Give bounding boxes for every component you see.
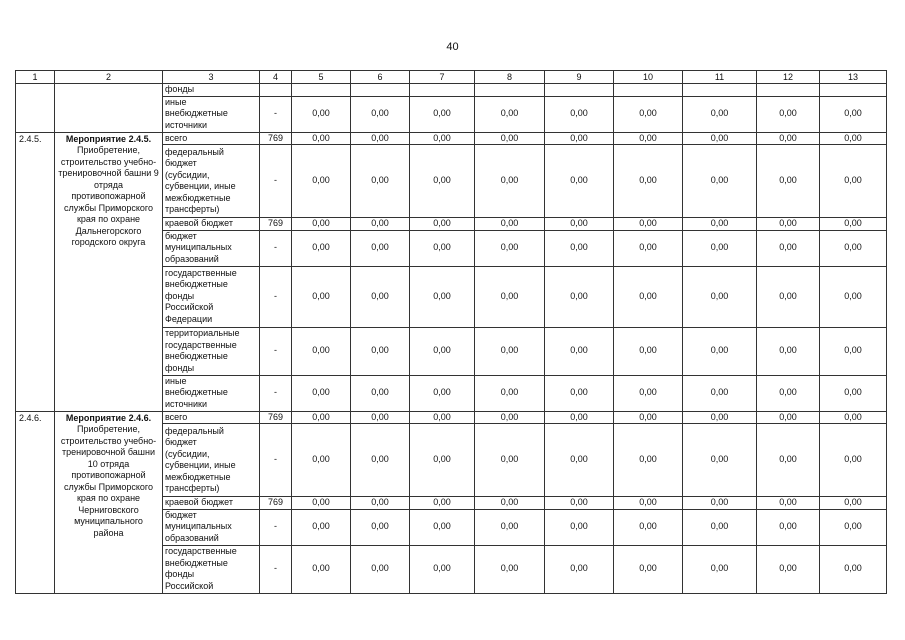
funding-source-line: источники — [165, 119, 208, 130]
value-cell: 0,00 — [292, 230, 351, 266]
funding-source-line: всего — [165, 411, 188, 422]
funding-source — [163, 375, 260, 411]
value-cell: 0,00 — [757, 509, 820, 545]
value-cell: 0,00 — [410, 145, 475, 218]
value-cell: 0,00 — [820, 375, 887, 411]
value-cell — [475, 84, 545, 97]
funding-source — [163, 96, 260, 132]
funding-source-line: всего — [165, 132, 188, 143]
code-cell: - — [260, 509, 292, 545]
value-cell: 0,00 — [545, 411, 614, 424]
funding-source-line: федеральный — [165, 425, 224, 436]
funding-source — [163, 230, 260, 266]
value-cell: 0,00 — [683, 424, 757, 497]
header-cell: 4 — [260, 71, 292, 84]
budget-table — [15, 70, 887, 594]
value-cell: 0,00 — [292, 218, 351, 231]
funding-source-line: бюджет — [165, 509, 197, 520]
item-title: Мероприятие 2.4.5. — [65, 133, 152, 144]
code-cell — [260, 84, 292, 97]
value-cell: 0,00 — [410, 132, 475, 145]
code-cell: 769 — [260, 497, 292, 510]
value-cell: 0,00 — [410, 230, 475, 266]
value-cell — [614, 84, 683, 97]
funding-source-line: образований — [165, 253, 219, 264]
header-cell: 8 — [475, 71, 545, 84]
value-cell — [545, 84, 614, 97]
value-cell: 0,00 — [475, 424, 545, 497]
funding-source-line: субвенции, иные — [165, 181, 236, 191]
funding-source-line: источники — [165, 398, 208, 409]
header-cell: 3 — [163, 71, 260, 84]
value-cell: 0,00 — [351, 497, 410, 510]
value-cell: 0,00 — [292, 145, 351, 218]
funding-source-line: иные — [165, 375, 187, 386]
code-cell: - — [260, 230, 292, 266]
funding-source-line: образований — [165, 532, 219, 543]
value-cell: 0,00 — [545, 327, 614, 375]
funding-source-line: фонды — [165, 84, 195, 94]
funding-source — [163, 424, 260, 497]
funding-source-line: государственные — [165, 339, 237, 350]
value-cell: 0,00 — [614, 327, 683, 375]
value-cell — [292, 84, 351, 97]
value-cell: 0,00 — [683, 375, 757, 411]
value-cell: 0,00 — [292, 132, 351, 145]
funding-source-line: (субсидии, — [165, 448, 210, 459]
funding-source-line: Федерации — [165, 313, 213, 324]
value-cell: 0,00 — [475, 266, 545, 327]
value-cell: 0,00 — [351, 266, 410, 327]
value-cell: 0,00 — [757, 230, 820, 266]
item-description: Приобретение, строительство учебно-тренировочной башни 10 отряда противопожарной службы Приморского края по охране Черниговского муниципального района — [60, 424, 157, 538]
code-cell: - — [260, 327, 292, 375]
funding-source-line: государственные — [165, 546, 237, 556]
value-cell: 0,00 — [757, 132, 820, 145]
value-cell: 0,00 — [475, 327, 545, 375]
value-cell: 0,00 — [683, 545, 757, 593]
funding-source-line: краевой бюджет — [165, 218, 233, 228]
code-cell: - — [260, 375, 292, 411]
funding-source-line: государственные — [165, 267, 237, 278]
funding-source — [163, 327, 260, 375]
code-cell: 769 — [260, 411, 292, 424]
value-cell — [410, 84, 475, 97]
value-cell: 0,00 — [410, 411, 475, 424]
item-title: Мероприятие 2.4.6. — [65, 412, 152, 423]
funding-source-line: муниципальных — [165, 521, 232, 532]
value-cell: 0,00 — [292, 327, 351, 375]
header-cell: 1 — [16, 71, 55, 84]
table-row — [16, 132, 887, 145]
value-cell: 0,00 — [614, 218, 683, 231]
value-cell: 0,00 — [292, 424, 351, 497]
value-cell: 0,00 — [820, 424, 887, 497]
value-cell: 0,00 — [292, 509, 351, 545]
funding-source-line: внебюджетные — [165, 279, 228, 290]
value-cell: 0,00 — [757, 375, 820, 411]
page-number: 40 — [446, 41, 459, 53]
code-cell: - — [260, 266, 292, 327]
value-cell: 0,00 — [410, 497, 475, 510]
item-number: 2.4.6. — [16, 411, 55, 593]
value-cell: 0,00 — [545, 424, 614, 497]
funding-source — [163, 132, 260, 145]
value-cell: 0,00 — [683, 132, 757, 145]
value-cell: 0,00 — [614, 411, 683, 424]
header-cell: 6 — [351, 71, 410, 84]
value-cell — [683, 84, 757, 97]
value-cell: 0,00 — [545, 266, 614, 327]
funding-source-line: иные — [165, 96, 187, 107]
table-row — [16, 84, 887, 97]
value-cell: 0,00 — [545, 145, 614, 218]
funding-source-line: трансферты) — [165, 204, 220, 214]
value-cell: 0,00 — [292, 96, 351, 132]
value-cell: 0,00 — [351, 96, 410, 132]
value-cell: 0,00 — [820, 509, 887, 545]
item-name-cell — [55, 132, 163, 411]
funding-source — [163, 411, 260, 424]
funding-source — [163, 84, 260, 97]
table-body — [16, 71, 887, 594]
funding-source-line: бюджет — [165, 158, 197, 168]
funding-source-line: внебюджетные — [165, 108, 228, 119]
item-name-cell — [55, 411, 163, 593]
funding-source-line: субвенции, иные — [165, 460, 236, 470]
value-cell: 0,00 — [820, 411, 887, 424]
value-cell: 0,00 — [820, 230, 887, 266]
header-cell: 11 — [683, 71, 757, 84]
value-cell: 0,00 — [757, 145, 820, 218]
value-cell: 0,00 — [351, 545, 410, 593]
value-cell: 0,00 — [475, 509, 545, 545]
value-cell: 0,00 — [351, 411, 410, 424]
value-cell: 0,00 — [820, 145, 887, 218]
value-cell: 0,00 — [614, 132, 683, 145]
value-cell: 0,00 — [757, 424, 820, 497]
value-cell: 0,00 — [475, 218, 545, 231]
funding-source-line: краевой бюджет — [165, 497, 233, 507]
value-cell: 0,00 — [410, 218, 475, 231]
value-cell: 0,00 — [614, 424, 683, 497]
code-cell: - — [260, 545, 292, 593]
value-cell: 0,00 — [757, 411, 820, 424]
value-cell: 0,00 — [820, 497, 887, 510]
funding-source-line: внебюджетные — [165, 557, 228, 568]
value-cell: 0,00 — [614, 266, 683, 327]
value-cell: 0,00 — [614, 509, 683, 545]
funding-source-line: муниципальных — [165, 242, 232, 253]
header-cell: 12 — [757, 71, 820, 84]
value-cell: 0,00 — [683, 411, 757, 424]
value-cell: 0,00 — [683, 145, 757, 218]
code-cell: - — [260, 424, 292, 497]
value-cell: 0,00 — [614, 230, 683, 266]
value-cell: 0,00 — [757, 327, 820, 375]
item-number — [16, 84, 55, 133]
funding-source-line: бюджет — [165, 437, 197, 447]
value-cell: 0,00 — [820, 218, 887, 231]
value-cell: 0,00 — [614, 96, 683, 132]
funding-source-line: Российской — [165, 580, 214, 591]
value-cell: 0,00 — [757, 545, 820, 593]
value-cell: 0,00 — [614, 145, 683, 218]
value-cell: 0,00 — [351, 230, 410, 266]
value-cell: 0,00 — [410, 266, 475, 327]
header-cell: 2 — [55, 71, 163, 84]
funding-source — [163, 266, 260, 327]
code-cell: - — [260, 96, 292, 132]
value-cell: 0,00 — [475, 545, 545, 593]
funding-source-line: бюджет — [165, 230, 197, 241]
value-cell: 0,00 — [475, 411, 545, 424]
funding-source-line: фонды — [165, 290, 195, 301]
value-cell: 0,00 — [757, 96, 820, 132]
value-cell: 0,00 — [351, 509, 410, 545]
funding-source-line: межбюджетные — [165, 471, 231, 482]
header-cell: 13 — [820, 71, 887, 84]
value-cell: 0,00 — [820, 327, 887, 375]
value-cell: 0,00 — [683, 497, 757, 510]
value-cell — [757, 84, 820, 97]
value-cell — [351, 84, 410, 97]
value-cell: 0,00 — [410, 424, 475, 497]
value-cell: 0,00 — [475, 96, 545, 132]
value-cell: 0,00 — [351, 132, 410, 145]
funding-source-line: федеральный — [165, 146, 224, 157]
funding-source-line: внебюджетные — [165, 387, 228, 398]
value-cell: 0,00 — [545, 132, 614, 145]
value-cell: 0,00 — [545, 545, 614, 593]
value-cell: 0,00 — [757, 218, 820, 231]
value-cell: 0,00 — [683, 509, 757, 545]
value-cell: 0,00 — [545, 497, 614, 510]
value-cell: 0,00 — [683, 266, 757, 327]
value-cell: 0,00 — [292, 497, 351, 510]
value-cell: 0,00 — [545, 375, 614, 411]
value-cell: 0,00 — [351, 424, 410, 497]
header-cell: 9 — [545, 71, 614, 84]
funding-source-line: внебюджетные — [165, 351, 228, 361]
header-cell: 10 — [614, 71, 683, 84]
value-cell: 0,00 — [410, 545, 475, 593]
funding-source-line: территориальные — [165, 328, 240, 338]
funding-source — [163, 545, 260, 593]
value-cell: 0,00 — [545, 218, 614, 231]
value-cell: 0,00 — [683, 218, 757, 231]
value-cell: 0,00 — [292, 266, 351, 327]
value-cell: 0,00 — [475, 145, 545, 218]
value-cell: 0,00 — [614, 497, 683, 510]
code-cell: - — [260, 145, 292, 218]
value-cell: 0,00 — [614, 545, 683, 593]
value-cell: 0,00 — [475, 375, 545, 411]
value-cell: 0,00 — [683, 96, 757, 132]
value-cell: 0,00 — [292, 411, 351, 424]
code-cell: 769 — [260, 132, 292, 145]
header-cell: 7 — [410, 71, 475, 84]
value-cell: 0,00 — [351, 375, 410, 411]
value-cell: 0,00 — [683, 327, 757, 375]
value-cell: 0,00 — [475, 132, 545, 145]
value-cell: 0,00 — [410, 327, 475, 375]
funding-source-line: фонды — [165, 569, 195, 579]
value-cell: 0,00 — [351, 327, 410, 375]
value-cell: 0,00 — [410, 509, 475, 545]
item-description: Приобретение, строительство учебно-тренировочной башни 9 отряда противопожарной службы Приморского края по охране Дальнегорского городского округа — [58, 145, 159, 247]
value-cell: 0,00 — [614, 375, 683, 411]
value-cell: 0,00 — [683, 230, 757, 266]
funding-source — [163, 509, 260, 545]
value-cell: 0,00 — [292, 375, 351, 411]
value-cell: 0,00 — [820, 132, 887, 145]
value-cell: 0,00 — [757, 266, 820, 327]
item-name-cell — [55, 84, 163, 133]
value-cell: 0,00 — [351, 218, 410, 231]
value-cell: 0,00 — [475, 497, 545, 510]
funding-source-line: Российской — [165, 302, 214, 313]
funding-source — [163, 145, 260, 218]
value-cell: 0,00 — [351, 145, 410, 218]
value-cell: 0,00 — [410, 96, 475, 132]
value-cell: 0,00 — [757, 497, 820, 510]
header-row — [16, 71, 887, 84]
funding-source — [163, 497, 260, 510]
item-number: 2.4.5. — [16, 132, 55, 411]
value-cell: 0,00 — [820, 545, 887, 593]
funding-source-line: трансферты) — [165, 483, 220, 493]
table-row — [16, 411, 887, 424]
value-cell: 0,00 — [410, 375, 475, 411]
value-cell: 0,00 — [545, 509, 614, 545]
value-cell: 0,00 — [545, 96, 614, 132]
funding-source — [163, 218, 260, 231]
value-cell: 0,00 — [820, 266, 887, 327]
value-cell: 0,00 — [292, 545, 351, 593]
code-cell: 769 — [260, 218, 292, 231]
funding-source-line: фонды — [165, 362, 195, 373]
value-cell: 0,00 — [475, 230, 545, 266]
value-cell: 0,00 — [545, 230, 614, 266]
funding-source-line: межбюджетные — [165, 192, 231, 203]
value-cell — [820, 84, 887, 97]
header-cell: 5 — [292, 71, 351, 84]
funding-source-line: (субсидии, — [165, 169, 210, 180]
value-cell: 0,00 — [820, 96, 887, 132]
